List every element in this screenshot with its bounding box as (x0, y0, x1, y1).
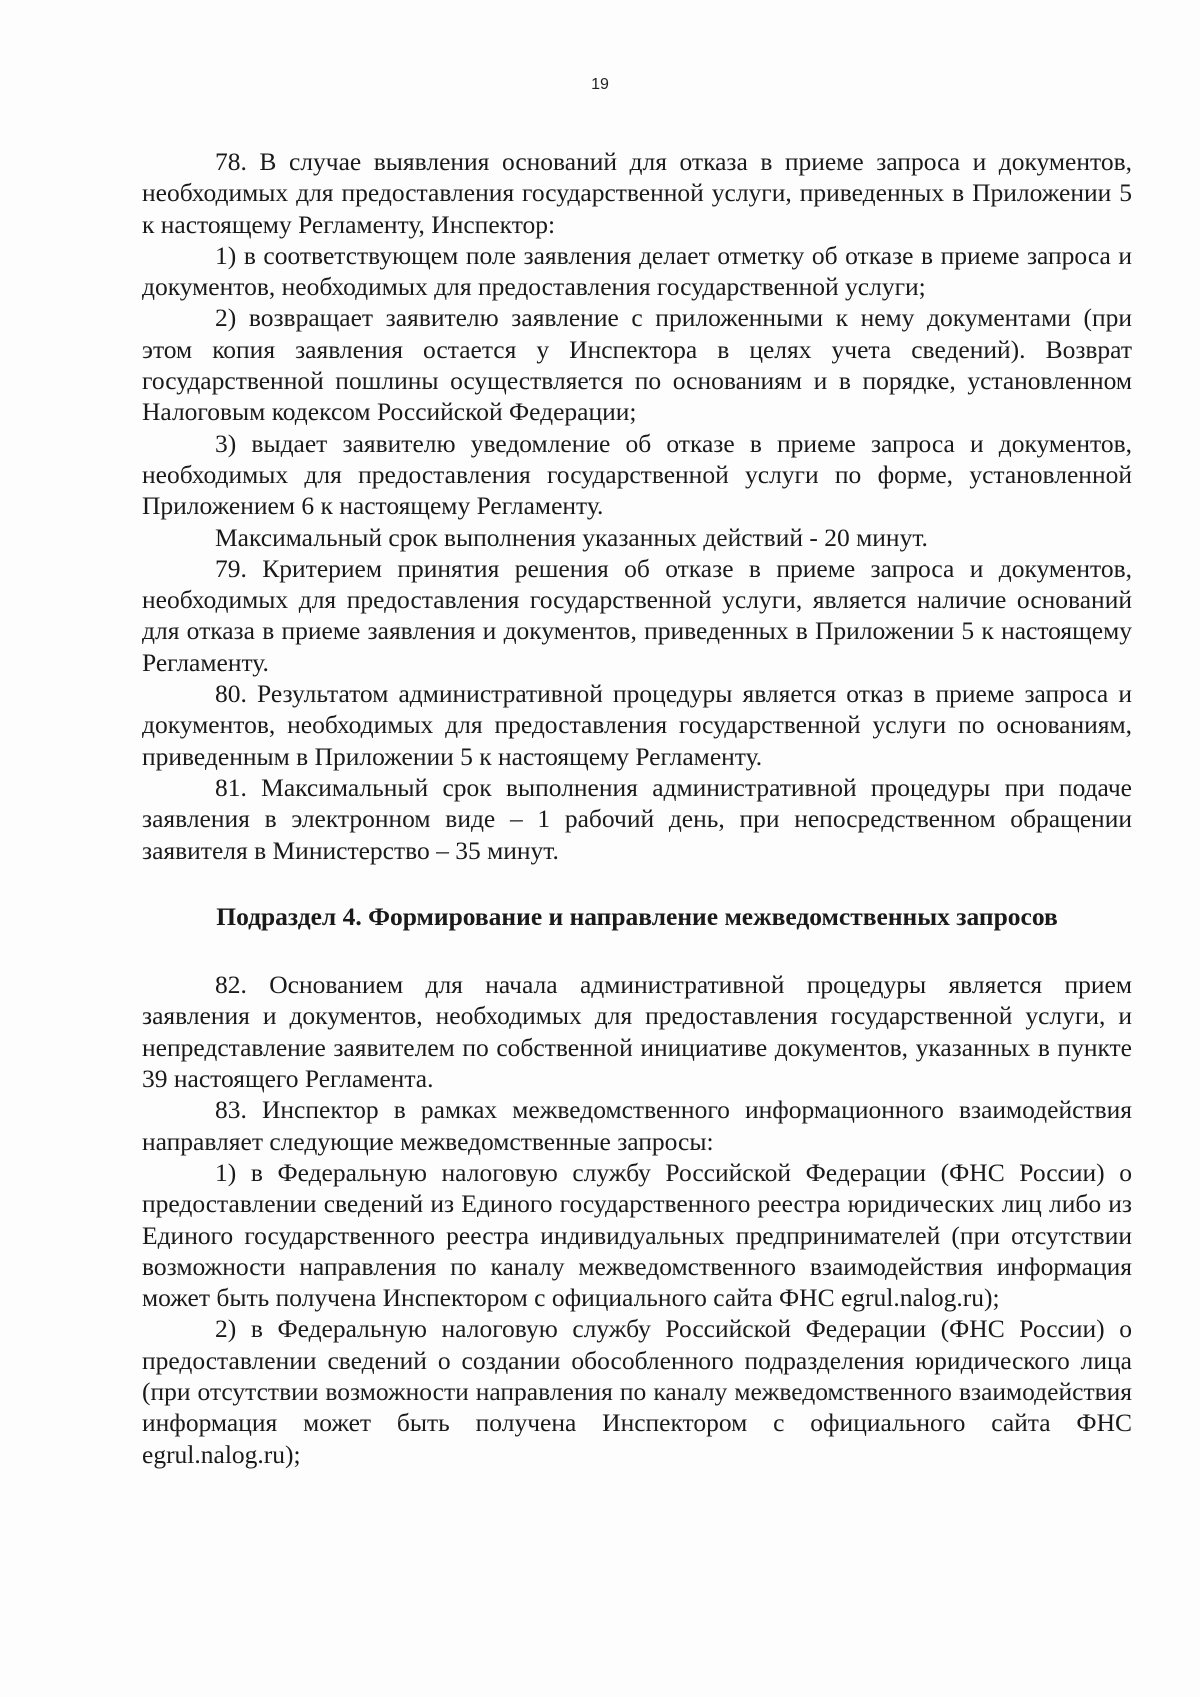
document-body (142, 146, 1132, 1470)
paragraph-83-item-2: 2) в Федеральную налоговую службу Российской Федерации (ФНС России) о предоставлении сведений о создании обособленного подразделения юридического лица (при отсутствии возможности направления по каналу межведомственного взаимодействия информация может быть получена Инспектором с официального сайта ФНС egrul.nalog.ru); (142, 1314, 1132, 1469)
section-title: Подраздел 4. Формирование и направление межведомственных запросов (216, 901, 1058, 931)
paragraph-78-time-limit: Максимальный срок выполнения указанных действий - 20 минут. (215, 522, 928, 552)
paragraph-80: 80. Результатом административной процедуры является отказ в приеме запроса и документов, необходимых для предоставления государственной услуги по основаниям, приведенным в Приложении 5 к настоящему Регламенту. (142, 679, 1132, 771)
paragraph-79: 79. Критерием принятия решения об отказе в приеме запроса и документов, необходимых для предоставления государственной услуги, является наличие оснований для отказа в приеме заявления и документов, приведенных в Приложении 5 к настоящему Регламенту. (142, 553, 1132, 677)
page-number: 19 (591, 76, 609, 93)
paragraph-83-item-1: 1) в Федеральную налоговую службу Российской Федерации (ФНС России) о предоставлении сведений из Единого государственного реестра юридических лиц либо из Единого государственного реестра индивидуальных предпринимателей (при отсутствии возможности направления по каналу межведомственного взаимодействия информация может быть получена Инспектором с официального сайта ФНС egrul.nalog.ru); (142, 1157, 1132, 1313)
paragraph-78: 78. В случае выявления оснований для отказа в приеме запроса и документов, необходимых для предоставления государственной услуги, приведенных в Приложении 5 к настоящему Регламенту, Инспектор: (142, 147, 1132, 239)
paragraph-78-item-1: 1) в соответствующем поле заявления делает отметку об отказе в приеме запроса и документов, необходимых для предоставления государственной услуги; (142, 240, 1132, 302)
paragraph-81: 81. Максимальный срок выполнения административной процедуры при подаче заявления в электронном виде – 1 рабочий день, при непосредственном обращении заявителя в Министерство – 35 минут. (142, 772, 1132, 865)
paragraph-83: 83. Инспектор в рамках межведомственного информационного взаимодействия направляет следующие межведомственные запросы: (142, 1095, 1132, 1156)
paragraph-82: 82. Основанием для начала административной процедуры является прием заявления и документов, необходимых для предоставления государственной услуги, и непредставление заявителем по собственной инициативе документов, указанных в пункте 39 настоящего Регламента. (142, 970, 1132, 1094)
paragraph-78-item-3: 3) выдает заявителю уведомление об отказе в приеме запроса и документов, необходимых для предоставления государственной услуги по форме, установленной Приложением 6 к настоящему Регламенту. (142, 428, 1132, 521)
paragraph-78-item-2: 2) возвращает заявителю заявление с приложенными к нему документами (при этом копия заявления остается у Инспектора в целях учета сведений). Возврат государственной пошлины осуществляется по основаниям и в порядке, установленном Налоговым кодексом Российской Федерации; (142, 303, 1132, 427)
